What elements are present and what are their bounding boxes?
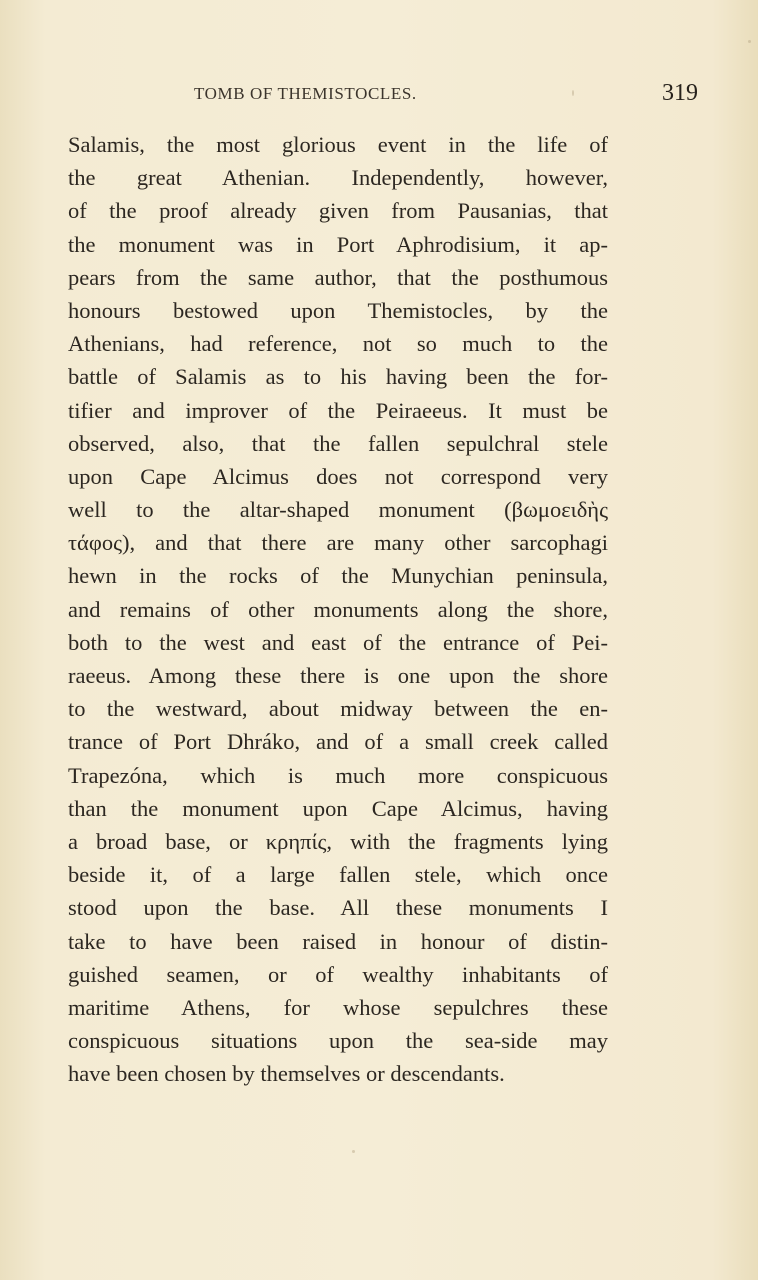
text-line: hewn in the rocks of the Munychian peninsula, (68, 563, 608, 589)
running-title: TOMB OF THEMISTOCLES. (194, 84, 417, 103)
page-number: 319 (662, 80, 698, 106)
running-head (68, 80, 698, 110)
text-line: observed, also, that the fallen sepulchral stele (68, 430, 608, 456)
text-line: τάφος), and that there are many other sarcophagi (68, 530, 608, 556)
text-line: the monument was in Port Aphrodisium, it ap- (68, 231, 608, 257)
text-line: both to the west and east of the entrance of Pei- (68, 629, 608, 655)
paper-speck (748, 40, 751, 43)
text-line: upon Cape Alcimus does not correspond very (68, 463, 608, 489)
text-line: trance of Port Dhráko, and of a small creek called (68, 729, 608, 755)
text-line: a broad base, or κρηπίς, with the fragments lying (68, 828, 608, 854)
text-line: honours bestowed upon Themistocles, by the (68, 297, 608, 323)
body-text (68, 128, 608, 1090)
text-line: than the monument upon Cape Alcimus, having (68, 795, 608, 821)
text-line: tifier and improver of the Peiraeeus. It must be (68, 397, 608, 423)
text-line: to the westward, about midway between the en- (68, 696, 608, 722)
text-line: Salamis, the most glorious event in the life of (68, 132, 608, 157)
text-line: pears from the same author, that the posthumous (68, 264, 608, 290)
text-line: have been chosen by themselves or descendants. (68, 1061, 505, 1087)
paper-speck (352, 1150, 355, 1153)
text-line: battle of Salamis as to his having been the for- (68, 364, 608, 390)
text-line: of the proof already given from Pausanias, that (68, 198, 608, 224)
text-line: and remains of other monuments along the shore, (68, 596, 608, 622)
text-line: take to have been raised in honour of distin- (68, 928, 608, 954)
text-line: stood upon the base. All these monuments I (68, 895, 608, 921)
text-line: conspicuous situations upon the sea-side may (68, 1028, 608, 1054)
text-line: Trapezóna, which is much more conspicuous (68, 762, 608, 788)
paper-speck (572, 90, 574, 96)
text-line: beside it, of a large fallen stele, which once (68, 862, 608, 888)
text-line: Athenians, had reference, not so much to the (68, 331, 608, 357)
text-line: maritime Athens, for whose sepulchres these (68, 994, 608, 1020)
text-line: guished seamen, or of wealthy inhabitants of (68, 961, 608, 987)
text-line: the great Athenian. Independently, however, (68, 165, 608, 191)
text-line: well to the altar-shaped monument (βωμοειδὴς (68, 497, 608, 523)
text-line: raeeus. Among these there is one upon the shore (68, 663, 608, 688)
